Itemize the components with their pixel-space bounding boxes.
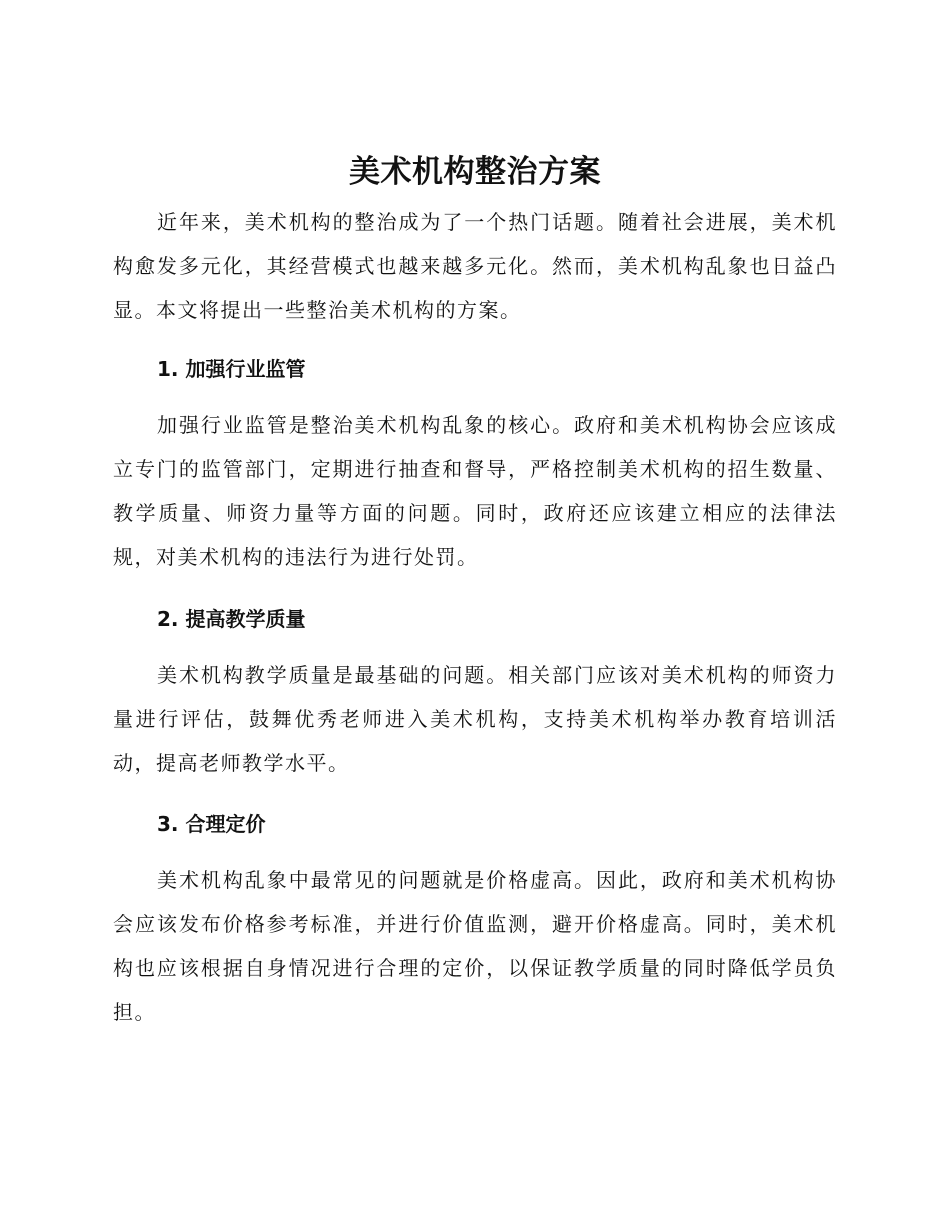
intro-paragraph: 近年来，美术机构的整治成为了一个热门话题。随着社会进展，美术机构愈发多元化，其经营模式也越来越多元化。然而，美术机构乱象也日益凸显。本文将提出一些整治美术机构的方案。 (113, 210, 837, 322)
section-heading-3: 3. 合理定价 (157, 812, 266, 836)
section-body-1: 加强行业监管是整治美术机构乱象的核心。政府和美术机构协会应该成立专门的监管部门，定期进行抽查和督导，严格控制美术机构的招生数量、教学质量、师资力量等方面的问题。同时，政府还应该建立相应的法律法规，对美术机构的违法行为进行处罚。 (113, 413, 837, 569)
section-heading-1: 1. 加强行业监管 (157, 357, 306, 381)
section-heading-2: 2. 提高教学质量 (157, 607, 306, 631)
section-body-2: 美术机构教学质量是最基础的问题。相关部门应该对美术机构的师资力量进行评估，鼓舞优秀老师进入美术机构，支持美术机构举办教育培训活动，提高老师教学水平。 (113, 663, 837, 775)
document-title: 美术机构整治方案 (349, 154, 601, 190)
section-body-3: 美术机构乱象中最常见的问题就是价格虚高。因此，政府和美术机构协会应该发布价格参考标准，并进行价值监测，避开价格虚高。同时，美术机构也应该根据自身情况进行合理的定价，以保证教学质量的同时降低学员负担。 (113, 868, 837, 1024)
